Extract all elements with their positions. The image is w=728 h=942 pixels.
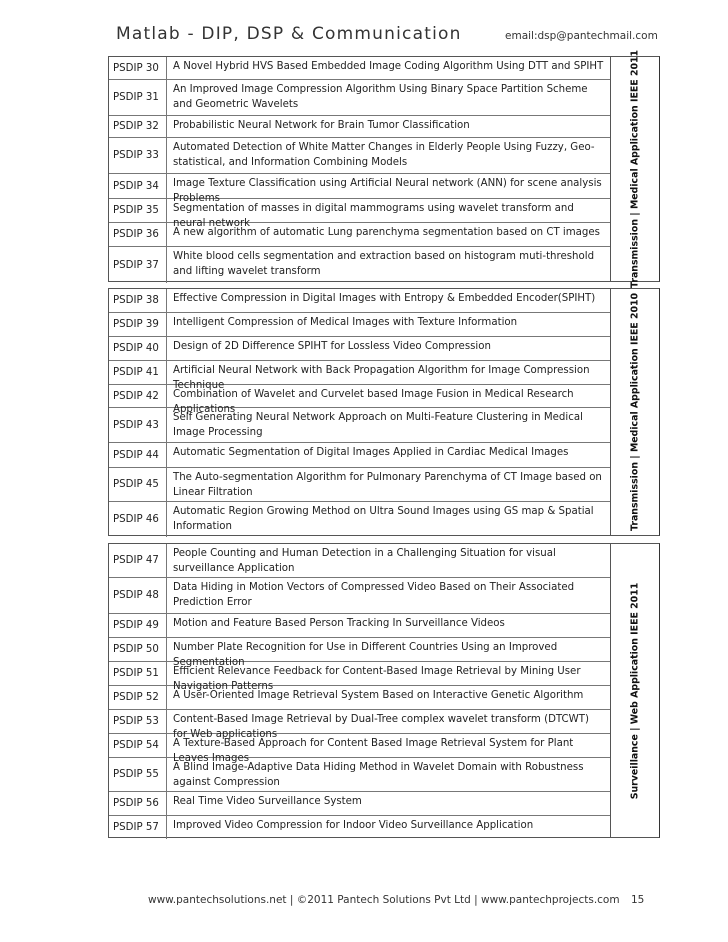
- project-code: PSDIP 52: [113, 686, 167, 709]
- table-row: [109, 502, 610, 537]
- section-label: [611, 544, 659, 837]
- table-row: [109, 174, 610, 204]
- project-table: [108, 49, 660, 289]
- project-code: PSDIP 37: [113, 247, 167, 283]
- project-title: Efficient Relevance Feedback for Content-Based Image Retrieval by Mining User Navigation Patterns: [173, 666, 581, 692]
- project-title: A Blind Image-Adaptive Data Hiding Method in Wavelet Domain with Robustness against Compression: [173, 762, 584, 788]
- project-code: PSDIP 56: [113, 792, 167, 815]
- table-row: [109, 638, 610, 668]
- project-code: PSDIP 33: [113, 138, 167, 173]
- table-row: [109, 544, 610, 578]
- project-title: Design of 2D Difference SPIHT for Lossless Video Compression: [173, 341, 491, 352]
- project-code: PSDIP 53: [113, 710, 167, 733]
- project-code: PSDIP 40: [113, 337, 167, 360]
- table-row: [109, 116, 610, 138]
- project-title: Automatic Region Growing Method on Ultra Sound Images using GS map & Spatial Information: [173, 506, 594, 532]
- project-title: Probabilistic Neural Network for Brain Tumor Classification: [173, 120, 470, 131]
- table-row: [109, 792, 610, 816]
- project-code: PSDIP 44: [113, 443, 167, 467]
- project-code: PSDIP 41: [113, 361, 167, 384]
- project-title: Intelligent Compression of Medical Images with Texture Information: [173, 317, 518, 328]
- project-code: PSDIP 39: [113, 313, 167, 336]
- project-code: PSDIP 48: [113, 578, 167, 613]
- project-code: PSDIP 51: [113, 662, 167, 685]
- table-rows: [109, 57, 611, 281]
- page-number: 15: [631, 894, 645, 906]
- table-row: [109, 57, 610, 80]
- project-code: PSDIP 46: [113, 502, 167, 537]
- project-title: Self Generating Neural Network Approach on Multi-Feature Clustering in Medical Image Processing: [173, 412, 583, 438]
- table-row: [109, 247, 610, 283]
- project-code: PSDIP 35: [113, 199, 167, 222]
- table-row: [109, 734, 610, 764]
- project-title: Automatic Segmentation of Digital Images Applied in Cardiac Medical Images: [173, 447, 569, 458]
- project-title: The Auto-segmentation Algorithm for Pulmonary Parenchyma of CT Image based on Linear Filtration: [173, 472, 602, 498]
- project-title: A new algorithm of automatic Lung parenchyma segmentation based on CT images: [173, 227, 600, 238]
- table-row: [109, 385, 610, 415]
- table-row: [109, 199, 610, 229]
- table-row: [109, 578, 610, 614]
- section-label: [611, 289, 659, 535]
- section-label: [611, 49, 659, 289]
- project-title: Combination of Wavelet and Curvelet based Image Fusion in Medical Research Applications: [173, 389, 574, 415]
- project-title: Motion and Feature Based Person Tracking In Surveillance Videos: [173, 618, 505, 629]
- section-label-text: Transmission | Medical Application IEEE 2011: [629, 49, 641, 289]
- table-row: [109, 80, 610, 116]
- project-code: PSDIP 32: [113, 116, 167, 137]
- project-code: PSDIP 55: [113, 758, 167, 791]
- project-code: PSDIP 43: [113, 408, 167, 442]
- table-row: [109, 710, 610, 740]
- project-title: Automated Detection of White Matter Changes in Elderly People Using Fuzzy, Geo-statistical, and Information Combining Models: [173, 142, 595, 168]
- table-row: [109, 662, 610, 692]
- page-title: Matlab - DIP, DSP & Communication: [116, 24, 462, 44]
- header-email: email:dsp@pantechmail.com: [505, 30, 658, 42]
- project-title: Content-Based Image Retrieval by Dual-Tree complex wavelet transform (DTCWT) for Web applications: [173, 714, 589, 740]
- project-title: Real Time Video Surveillance System: [173, 796, 362, 807]
- project-title: Improved Video Compression for Indoor Video Surveillance Application: [173, 820, 534, 831]
- table-row: [109, 138, 610, 174]
- table-row: [109, 361, 610, 391]
- table-row: [109, 686, 610, 710]
- project-table: [108, 288, 660, 536]
- table-row: [109, 614, 610, 638]
- section-label-text: Transmission | Medical Application IEEE 2010: [629, 292, 641, 532]
- project-title: Artificial Neural Network with Back Propagation Algorithm for Image Compression Technique: [173, 365, 590, 391]
- project-code: PSDIP 57: [113, 816, 167, 839]
- project-title: A Novel Hybrid HVS Based Embedded Image Coding Algorithm Using DTT and SPIHT: [173, 61, 604, 72]
- project-code: PSDIP 49: [113, 614, 167, 637]
- table-row: [109, 313, 610, 337]
- project-code: PSDIP 50: [113, 638, 167, 661]
- project-title: Data Hiding in Motion Vectors of Compressed Video Based on Their Associated Prediction Error: [173, 582, 575, 608]
- project-code: PSDIP 42: [113, 385, 167, 407]
- table-row: [109, 337, 610, 361]
- project-title: White blood cells segmentation and extraction based on histogram muti-threshold and lifting wavelet transform: [173, 251, 595, 277]
- project-title: Number Plate Recognition for Use in Different Countries Using an Improved Segmentation: [173, 642, 558, 668]
- table-row: [109, 468, 610, 502]
- project-code: PSDIP 38: [113, 289, 167, 312]
- footer-text: www.pantechsolutions.net | ©2011 Pantech Solutions Pvt Ltd | www.pantechprojects.com: [148, 894, 620, 906]
- table-rows: [109, 289, 611, 535]
- project-code: PSDIP 31: [113, 80, 167, 115]
- project-title: Effective Compression in Digital Images with Entropy & Embedded Encoder(SPIHT): [173, 293, 596, 304]
- project-code: PSDIP 34: [113, 174, 167, 198]
- table-rows: [109, 544, 611, 837]
- project-table: [108, 543, 660, 838]
- project-title: Segmentation of masses in digital mammograms using wavelet transform and neural network: [173, 203, 574, 229]
- project-code: PSDIP 36: [113, 223, 167, 246]
- project-code: PSDIP 45: [113, 468, 167, 501]
- project-title: A User-Oriented Image Retrieval System Based on Interactive Genetic Algorithm: [173, 690, 584, 701]
- table-row: [109, 758, 610, 792]
- table-row: [109, 443, 610, 468]
- project-title: Image Texture Classification using Artificial Neural network (ANN) for scene analysis Problems: [173, 178, 602, 204]
- section-label-text: Surveillance | Web Application IEEE 2011: [629, 582, 641, 799]
- table-row: [109, 408, 610, 443]
- table-row: [109, 289, 610, 313]
- project-code: PSDIP 47: [113, 544, 167, 577]
- project-title: People Counting and Human Detection in a Challenging Situation for visual surveillance Application: [173, 548, 556, 574]
- project-title: A Texture-Based Approach for Content Based Image Retrieval System for Plant Leaves Images: [173, 738, 574, 764]
- project-code: PSDIP 54: [113, 734, 167, 757]
- project-code: PSDIP 30: [113, 57, 167, 79]
- project-title: An Improved Image Compression Algorithm Using Binary Space Partition Scheme and Geometric Wavelets: [173, 84, 588, 110]
- table-row: [109, 223, 610, 247]
- table-row: [109, 816, 610, 839]
